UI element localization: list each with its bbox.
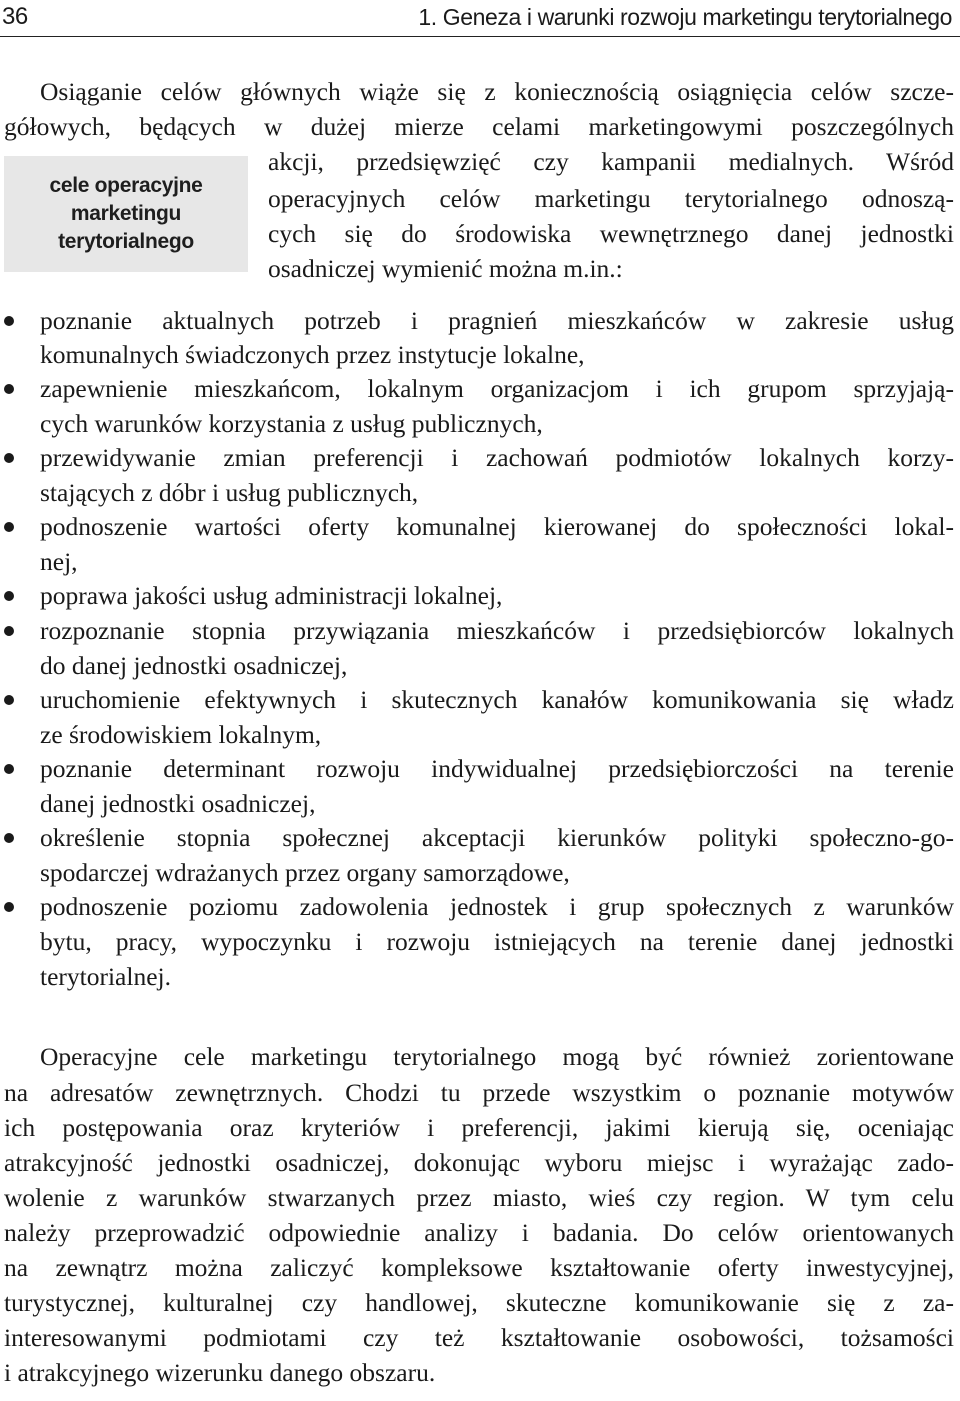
list-item-line: przewidywanie zmian preferencji i zachowań podmiotów lokalnych korzy- (40, 443, 954, 472)
list-item-line: poznanie aktualnych potrzeb i pragnień mieszkańców w zakresie usług (40, 306, 954, 335)
bullet-icon (4, 764, 14, 774)
list-item-line: spodarczej wdrażanych przez organy samorządowe, (40, 858, 570, 887)
text-line: gółowych, będących w dużej mierze celami marketingowymi poszczególnych (4, 112, 954, 141)
text-line: na adresatów zewnętrznych. Chodzi tu przede wszystkim o poznanie motywów (4, 1078, 954, 1107)
text-line: interesowanymi podmiotami czy też kształtowanie osobowości, tożsamości (4, 1323, 954, 1352)
text-line: turystycznej, kulturalnej czy handlowej, skuteczne komunikowanie się z za- (4, 1288, 954, 1317)
running-head: 1. Geneza i warunki rozwoju marketingu terytorialnego (418, 4, 952, 30)
text-line: wolenie z warunków stwarzanych przez miasto, wieś czy region. W tym celu (4, 1183, 954, 1212)
text-line: ich postępowania oraz kryteriów i preferencji, jakimi kierują się, oceniając (4, 1113, 954, 1142)
list-item-line: poznanie determinant rozwoju indywidualnej przedsiębiorczości na terenie (40, 754, 954, 783)
margin-note-box (4, 156, 248, 272)
bullet-icon (4, 384, 14, 394)
list-item-line: bytu, pracy, wypoczynku i rozwoju istniejących na terenie danej jednostki (40, 927, 954, 956)
bullet-icon (4, 833, 14, 843)
bullet-icon (4, 453, 14, 463)
text-line: akcji, przedsięwzięć czy kampanii medialnych. Wśród (268, 147, 954, 176)
page-header (0, 0, 960, 38)
list-item-line: uruchomienie efektywnych i skutecznych kanałów komunikowania się władz (40, 685, 954, 714)
list-item-line: określenie stopnia społecznej akceptacji kierunków polityki społeczno-go- (40, 823, 954, 852)
text-line: cych się do środowiska wewnętrznego danej jednostki (268, 219, 954, 248)
list-item-line: danej jednostki osadniczej, (40, 789, 316, 818)
list-item-line: cych warunków korzystania z usług publicznych, (40, 409, 543, 438)
list-item-line: zapewnienie mieszkańcom, lokalnym organizacjom i ich grupom sprzyjają- (40, 374, 954, 403)
list-item-line: rozpoznanie stopnia przywiązania mieszkańców i przedsiębiorców lokalnych (40, 616, 954, 645)
text-line: należy przeprowadzić odpowiednie analizy i badania. Do celów orientowanych (4, 1218, 954, 1247)
list-item-line: ze środowiskiem lokalnym, (40, 720, 322, 749)
list-item-line: nej, (40, 547, 78, 576)
bullet-icon (4, 316, 14, 326)
list-item-line: poprawa jakości usług administracji lokalnej, (40, 581, 503, 610)
bullet-icon (4, 522, 14, 532)
text-line: i atrakcyjnego wizerunku danego obszaru. (4, 1358, 436, 1387)
header-rule (0, 36, 960, 37)
margin-note-label: cele operacyjne marketingu terytorialnego (49, 174, 203, 253)
text-line: osadniczej wymienić można m.in.: (268, 254, 623, 283)
bullet-icon (4, 626, 14, 636)
text-line: Osiąganie celów głównych wiąże się z koniecznością osiągnięcia celów szcze- (40, 77, 954, 106)
page-number: 36 (2, 3, 28, 30)
list-item-line: do danej jednostki osadniczej, (40, 651, 348, 680)
text-line: atrakcyjność jednostki osadniczej, dokonując wyboru miejsc i wyrażając zado- (4, 1148, 954, 1177)
list-item-line: podnoszenie wartości oferty komunalnej kierowanej do społeczności lokal- (40, 512, 954, 541)
bullet-icon (4, 591, 14, 601)
list-item-line: komunalnych świadczonych przez instytucje lokalne, (40, 340, 585, 369)
list-item-line: stających z dóbr i usług publicznych, (40, 478, 419, 507)
text-line: na zewnątrz można zaliczyć kompleksowe kształtowanie oferty inwestycyjnej, (4, 1253, 954, 1282)
list-item-line: terytorialnej. (40, 962, 171, 991)
list-item-line: podnoszenie poziomu zadowolenia jednostek i grup społecznych z warunków (40, 892, 954, 921)
bullet-icon (4, 695, 14, 705)
text-line: Operacyjne cele marketingu terytorialnego mogą być również zorientowane (40, 1042, 954, 1071)
text-line: operacyjnych celów marketingu terytorialnego odnoszą- (268, 184, 954, 213)
bullet-icon (4, 902, 14, 912)
